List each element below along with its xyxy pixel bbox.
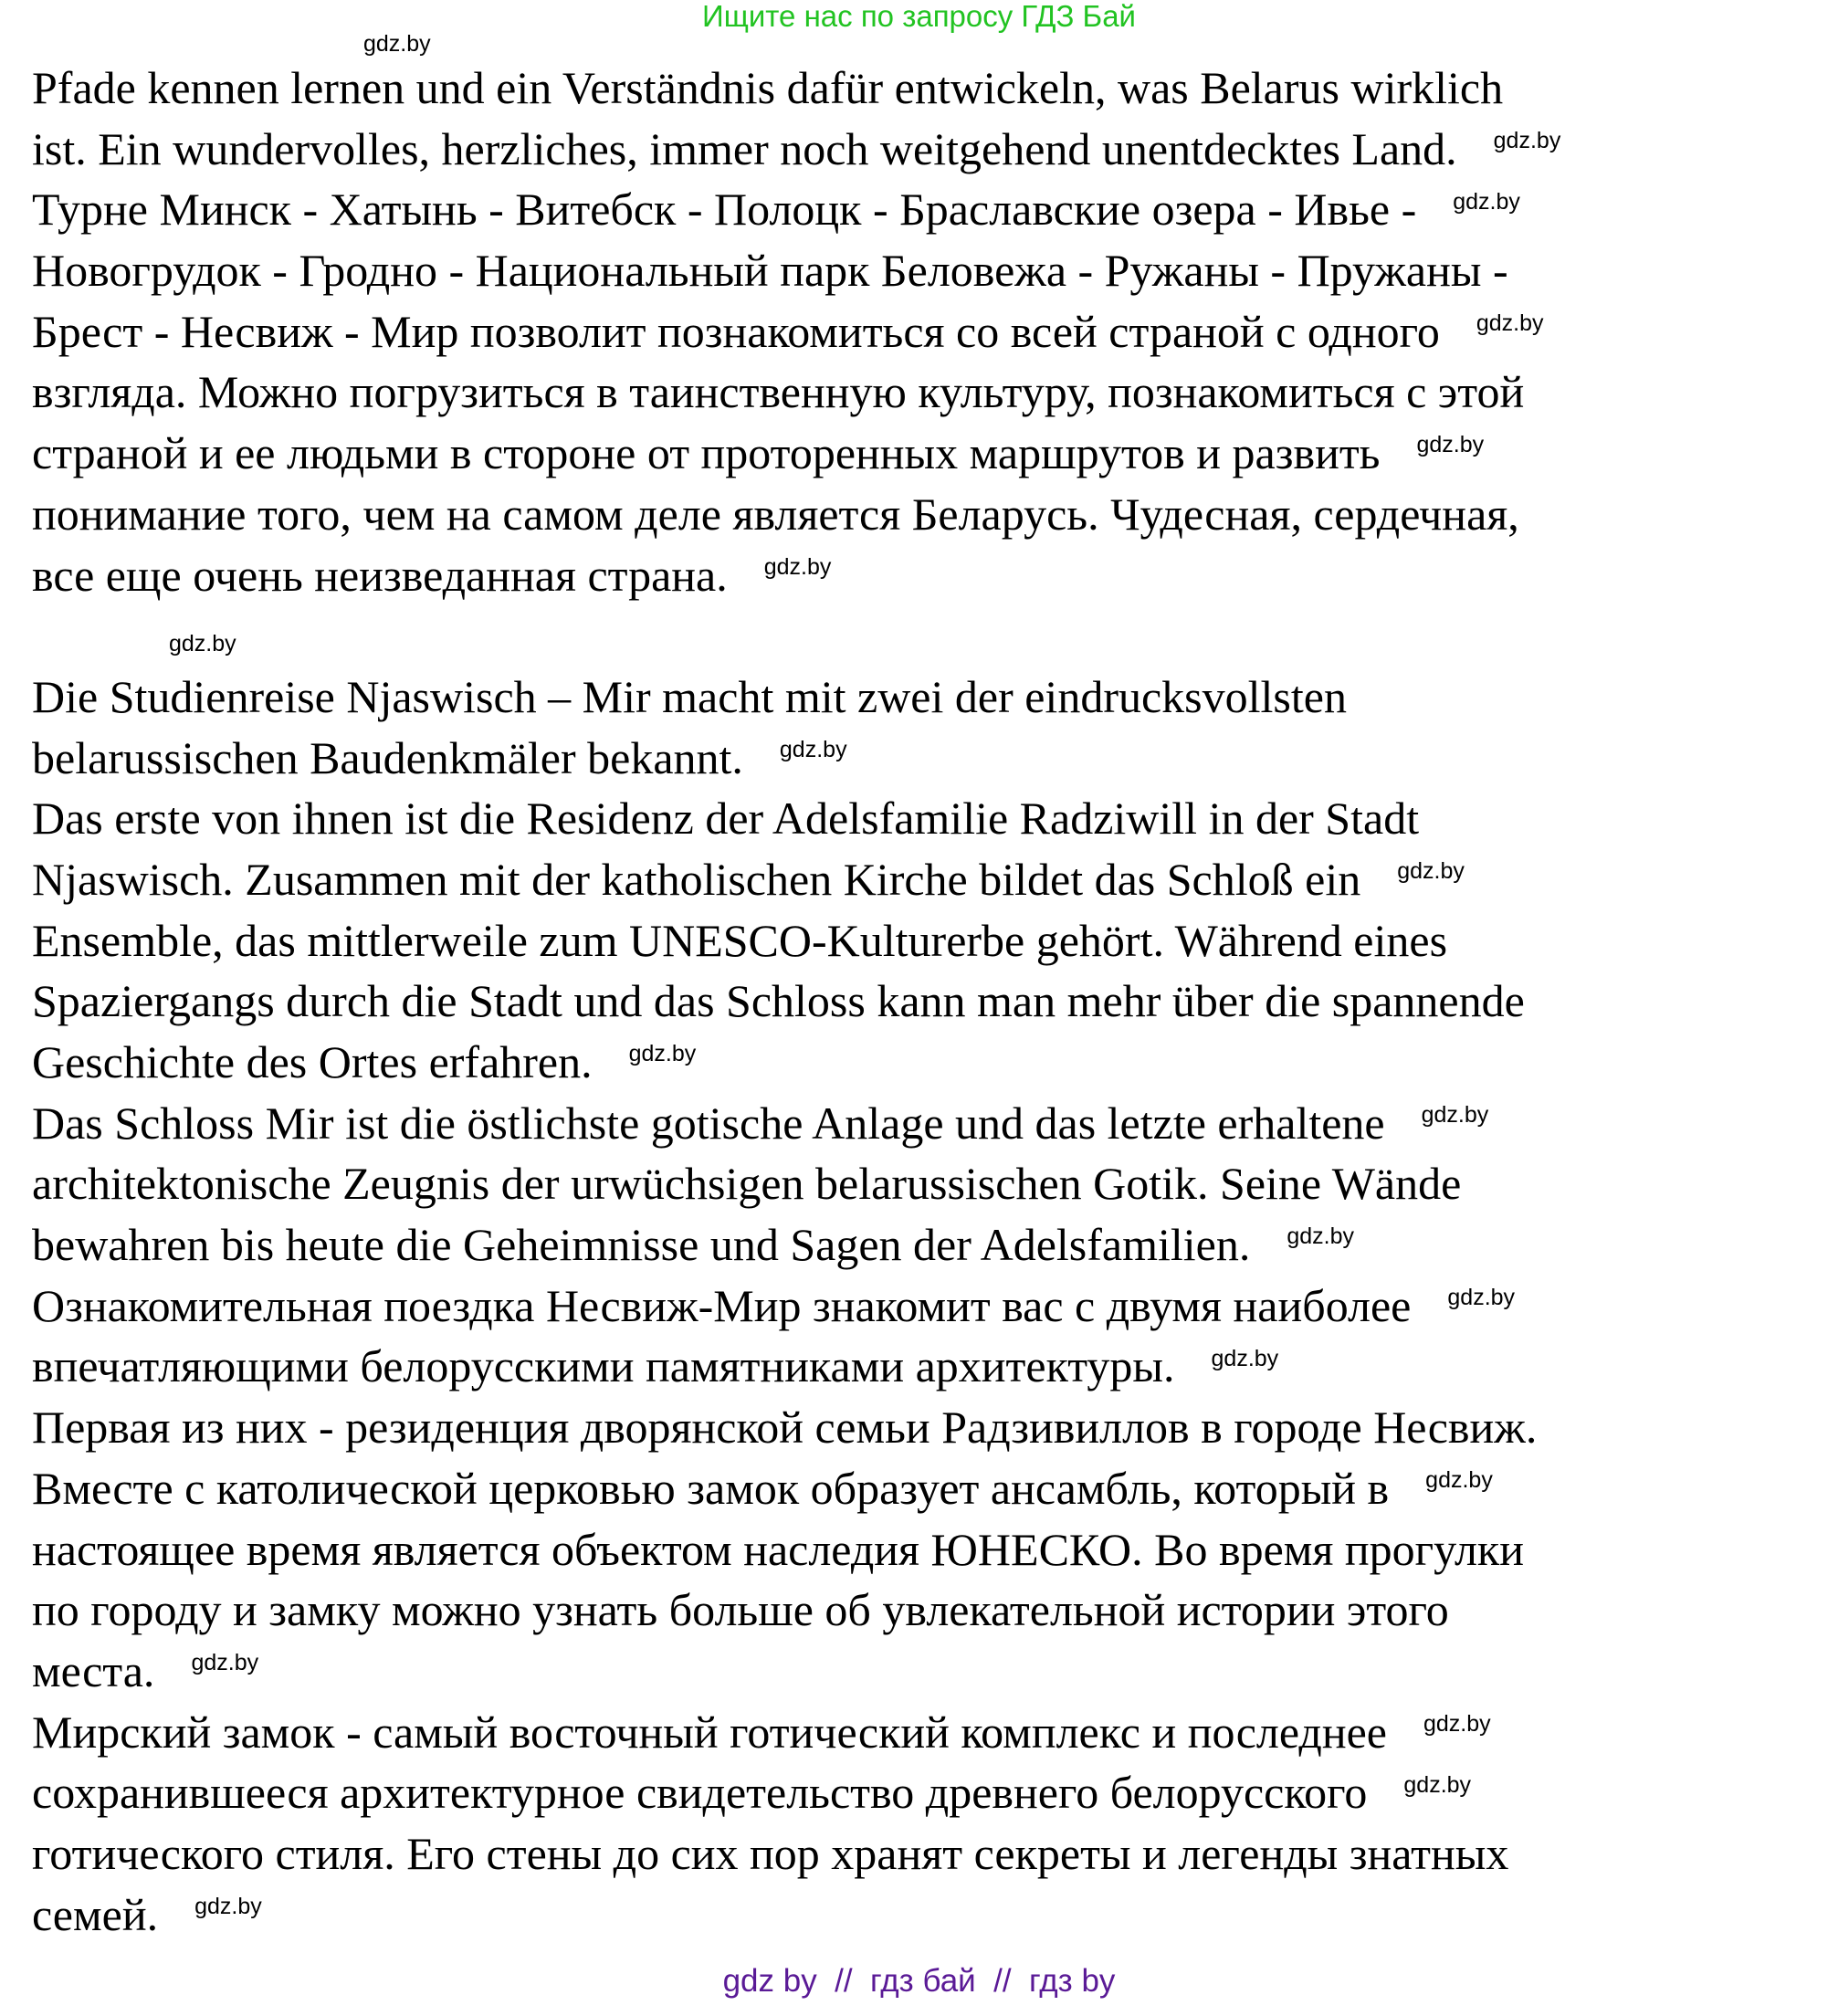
watermark: gdz.by xyxy=(191,1650,259,1676)
text-line xyxy=(32,910,1560,971)
text-line xyxy=(32,1458,1560,1519)
watermark: gdz.by xyxy=(779,736,847,762)
text-line xyxy=(32,1823,1560,1885)
line-text: понимание того, чем на самом деле является Беларусь. Чудесная, сердечная, xyxy=(32,488,1519,540)
search-hint-banner: Ищите нас по запросу ГДЗ Бай xyxy=(702,0,1136,33)
text-line xyxy=(32,728,1560,789)
text-line xyxy=(32,119,1560,180)
line-text: Первая из них - резиденция дворянской семьи Радзивиллов в городе Несвиж. xyxy=(32,1402,1538,1454)
text-line xyxy=(32,484,1560,545)
line-text: страной и ее людьми в стороне от проторенных маршрутов и развить xyxy=(32,427,1381,479)
text-line xyxy=(32,1641,1560,1702)
text-line xyxy=(32,1032,1560,1093)
line-text: architektonische Zeugnis der urwüchsigen belarussischen Gotik. Seine Wände xyxy=(32,1158,1462,1210)
line-text: сохранившееся архитектурное свидетельство древнего белорусского xyxy=(32,1767,1368,1819)
line-text: Das erste von ihnen ist die Residenz der Adelsfamilie Radziwill in der Stadt xyxy=(32,793,1420,845)
text-line xyxy=(32,1885,1560,1946)
watermark: gdz.by xyxy=(1211,1345,1279,1371)
watermark: gdz.by xyxy=(763,553,832,580)
line-text: взгляда. Можно погрузиться в таинственную культуру, познакомиться с этой xyxy=(32,366,1525,418)
text-line xyxy=(32,788,1560,849)
text-line xyxy=(32,240,1560,301)
text-line xyxy=(32,1519,1560,1580)
watermark: gdz.by xyxy=(1423,1710,1491,1737)
line-text: Das Schloss Mir ist die östlichste gotische Anlage und das letzte erhaltene xyxy=(32,1097,1385,1149)
watermark: gdz.by xyxy=(169,631,236,657)
watermark: gdz.by xyxy=(1403,1771,1472,1798)
text-line xyxy=(32,667,1560,728)
paragraph-2 xyxy=(32,667,1560,1945)
text-line xyxy=(32,1093,1560,1154)
watermark: gdz.by xyxy=(1287,1223,1355,1250)
watermark: gdz.by xyxy=(1416,432,1485,458)
line-text: Вместе с католической церковью замок образует ансамбль, который в xyxy=(32,1462,1390,1514)
line-text: Ознакомительная поездка Несвиж-Мир знакомит вас с двумя наиболее xyxy=(32,1279,1412,1331)
line-text: Ensemble, das mittlerweile zum UNESCO-Kulturerbe gehört. Während eines xyxy=(32,914,1448,966)
document-text xyxy=(32,58,1560,1945)
watermark: gdz.by xyxy=(1425,1467,1493,1494)
watermark: gdz.by xyxy=(1447,1285,1516,1311)
text-line xyxy=(32,1336,1560,1397)
line-text: Брест - Несвиж - Мир позволит познакомиться со всей страной с одного xyxy=(32,305,1440,357)
text-line xyxy=(32,849,1560,910)
text-line xyxy=(32,1702,1560,1763)
line-text: семей. xyxy=(32,1888,159,1940)
text-line xyxy=(32,362,1560,423)
text-line xyxy=(32,1276,1560,1337)
watermark: gdz.by xyxy=(194,1893,262,1919)
line-text: Geschichte des Ortes erfahren. xyxy=(32,1036,593,1087)
line-text: Njaswisch. Zusammen mit der katholischen Kirche bildet das Schloß ein xyxy=(32,853,1361,905)
line-text: ist. Ein wundervolles, herzliches, immer noch weitgehend unentdecktes Land. xyxy=(32,122,1457,174)
text-line xyxy=(32,971,1560,1032)
text-line xyxy=(32,1580,1560,1641)
text-line xyxy=(32,179,1560,240)
text-line xyxy=(32,1397,1560,1458)
line-text: все еще очень неизведанная страна. xyxy=(32,549,728,601)
line-text: Spaziergangs durch die Stadt und das Schloss kann man mehr über die spannende xyxy=(32,975,1525,1027)
text-line xyxy=(32,301,1560,362)
watermark: gdz.by xyxy=(1453,188,1520,215)
text-line xyxy=(32,1762,1560,1823)
line-text: Мирский замок - самый восточный готический комплекс и последнее xyxy=(32,1706,1387,1758)
text-line xyxy=(32,1153,1560,1214)
line-text: места. xyxy=(32,1644,155,1696)
line-text: впечатляющими белорусскими памятниками архитектуры. xyxy=(32,1340,1175,1392)
line-text: готического стиля. Его стены до сих пор хранят секреты и легенды знатных xyxy=(32,1827,1509,1879)
watermark: gdz.by xyxy=(363,31,431,57)
watermark: gdz.by xyxy=(628,1041,697,1067)
line-text: belarussischen Baudenkmäler bekannt. xyxy=(32,731,743,783)
line-text: Pfade kennen lernen und ein Verständnis dafür entwickeln, was Belarus wirklich xyxy=(32,62,1504,113)
line-text: Die Studienreise Njaswisch – Mir macht mit zwei der eindrucksvollsten xyxy=(32,670,1347,722)
paragraph-1 xyxy=(32,58,1560,605)
text-line xyxy=(32,545,1560,606)
watermark: gdz.by xyxy=(1476,310,1544,337)
line-text: Новогрудок - Гродно - Национальный парк Беловежа - Ружаны - Пружаны - xyxy=(32,245,1508,297)
watermark: gdz.by xyxy=(1421,1102,1489,1129)
text-line xyxy=(32,58,1560,119)
line-text: настоящее время является объектом наследия ЮНЕСКО. Во время прогулки xyxy=(32,1523,1524,1575)
paragraph-gap xyxy=(32,605,1560,667)
line-text: bewahren bis heute die Geheimnisse und Sagen der Adelsfamilien. xyxy=(32,1219,1251,1271)
text-line xyxy=(32,1214,1560,1276)
watermark: gdz.by xyxy=(1397,858,1465,885)
line-text: по городу и замку можно узнать больше об увлекательной истории этого xyxy=(32,1584,1449,1636)
line-text: Турне Минск - Хатынь - Витебск - Полоцк - Браславские озера - Ивье - xyxy=(32,184,1417,236)
watermark: gdz.by xyxy=(1493,128,1561,154)
footer-links: gdz by // гдз бай // гдз by xyxy=(722,1963,1116,1999)
text-line xyxy=(32,423,1560,484)
